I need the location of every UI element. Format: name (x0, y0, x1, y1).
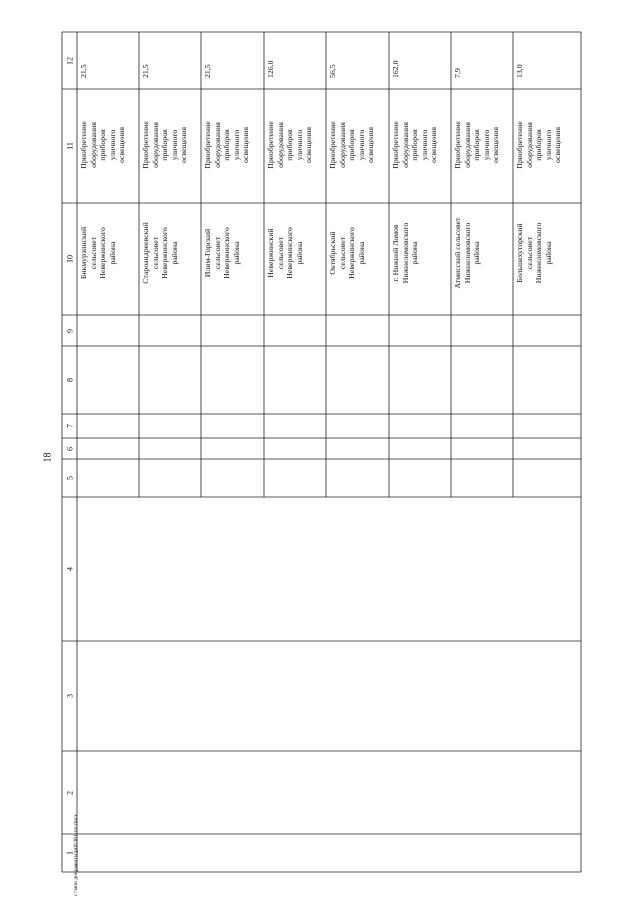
column-number-5: 5 (65, 476, 74, 480)
row-recipient: Большехуторский сельсовет Нижнеломовского района (515, 222, 553, 284)
row-amount: 126,0 (266, 60, 275, 78)
row-amount: 13,0 (515, 64, 524, 78)
row-recipient: Атмисский сельсовет Нижнеломовского района (453, 217, 482, 289)
row-purpose: Приобретение оборудования приборов уличного освещения (515, 121, 563, 169)
column-number-1: 1 (65, 851, 74, 855)
row-amount: 56,5 (328, 64, 337, 78)
page-number: 18 (42, 452, 54, 463)
row-purpose: Приобретение оборудования приборов уличного освещения (391, 121, 439, 169)
column-number-3: 3 (65, 694, 74, 698)
row-recipient: Староандреевский сельсовет Невержинского района (141, 222, 179, 284)
column-number-9: 9 (65, 328, 74, 333)
row-purpose: Приобретение оборудования приборов уличного освещения (79, 121, 127, 169)
column-number-11: 11 (65, 142, 74, 150)
row-amount: 21,5 (141, 64, 150, 78)
column-number-12: 12 (65, 56, 74, 65)
row-amount: 21,5 (203, 64, 212, 78)
row-recipient: Октябрьский сельсовет Невержинского района (328, 227, 366, 279)
column-number-6: 6 (65, 446, 74, 451)
column-number-4: 4 (65, 567, 74, 571)
row-recipient: Невержинский сельсовет Невержинского района (266, 227, 304, 279)
row-amount: 162,0 (391, 60, 400, 78)
row-purpose: Приобретение оборудования приборов уличного освещения (328, 121, 376, 169)
column-number-7: 7 (65, 424, 74, 428)
row-amount: 21,5 (79, 64, 88, 78)
column-number-10: 10 (65, 255, 74, 263)
row-purpose: Приобретение оборудования приборов уличного освещения (141, 121, 189, 169)
row-recipient: Илим-Горский сельсовет Невержинского района (203, 227, 241, 279)
footer-file-path: c:\мои документы\pril\361-пп.docx (73, 814, 79, 896)
column-number-2: 2 (65, 790, 74, 795)
row-purpose: Приобретение оборудования приборов уличного освещения (203, 121, 251, 169)
row-purpose: Приобретение оборудования приборов уличного освещения (266, 121, 314, 169)
column-number-8: 8 (65, 378, 74, 382)
row-recipient: Бикмурзинский сельсовет Невержинского района (79, 226, 117, 280)
row-amount: 7,9 (453, 68, 462, 78)
row-recipient: г. Нижний Ломов Нижнеломовского района (391, 222, 420, 284)
row-purpose: Приобретение оборудования приборов уличного освещения (453, 121, 501, 169)
